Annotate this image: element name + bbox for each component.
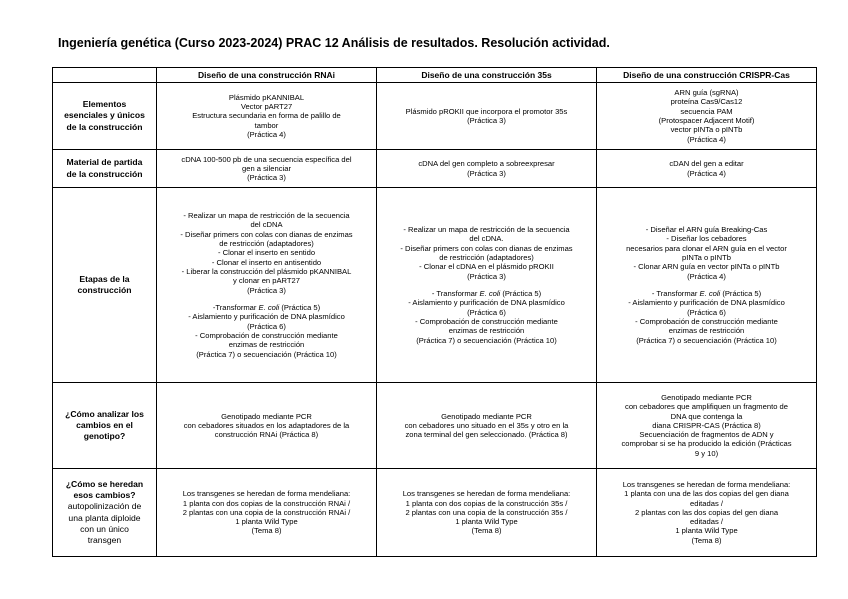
cell-line: 1 planta Wild Type [675,526,738,536]
text-run: -Transformar [212,302,259,312]
table-row [53,83,817,150]
cell-line: - Comprobación de construcción mediante [415,316,558,326]
row-label-line: Material de partida [66,157,143,168]
cell-line [160,303,373,312]
document-title: Ingeniería genética (Curso 2023-2024) PRAC 12 Análisis de resultados. Resolución actividad. [58,36,610,50]
cell-line: (Práctica 4) [247,129,286,139]
cell-line: diana CRISPR-CAS (Práctica 8) [652,420,761,430]
cell-line: 1 planta Wild Type [455,517,518,527]
cell-line: (Práctica 3) [247,173,286,183]
cell-line: Genotipado mediante PCR [661,392,752,402]
cell-35s [377,188,597,383]
header-empty [53,68,157,83]
cell-line: proteína Cas9/Cas12 [670,97,743,107]
cell-line: (Práctica 3) [467,168,506,178]
cell-line: (Práctica 6) [467,307,506,317]
cell-line: (Práctica 6) [247,321,286,331]
row-label-line: genotipo? [83,431,126,442]
cell-line: de restricción (adaptadores) [439,253,534,263]
cell-line: Los transgenes se heredan de forma mendeliana: [402,489,571,499]
header-35s: Diseño de una construcción 35s [377,68,597,83]
species-name: E. coli [699,289,721,298]
cell-line: del cDNA [250,220,283,230]
cell-line: vector pINTa o pINTb [670,125,743,135]
text-run: (Práctica 5) [720,289,762,298]
cell-rnai [157,188,377,383]
table-row [53,188,817,383]
table-row [53,469,817,557]
row-label [53,83,157,150]
header-crispr: Diseño de una construcción CRISPR-Cas [597,68,817,83]
cell-rnai [157,383,377,469]
cell-line: Estructura secundaria en forma de palillo de [192,111,341,121]
header-row [53,68,817,83]
text-run: (Práctica 5) [279,302,321,312]
spacer [380,281,593,289]
cell-line: 1 planta Wild Type [235,517,298,527]
cell-line: - Clonar el inserto en antisentido [211,257,322,267]
cell-line: 1 planta con dos copias de la construcción RNAi / [182,498,351,508]
row-label-line: con un único [80,523,129,534]
row-label-line: esos cambios? [73,490,136,501]
cell-rnai [157,83,377,150]
cell-crispr [597,188,817,383]
species-name: E. coli [479,289,501,298]
cell-line: 2 plantas con una copia de la construcción 35s / [405,507,568,517]
cell-line: - Diseñar el ARN guía Breaking-Cas [645,225,768,235]
cell-line: gen a silenciar [242,163,291,173]
cell-line: cDNA del gen completo a sobreexpresar [418,159,555,169]
cell-line: (Práctica 3) [247,285,286,295]
cell-line: - Aislamiento y purificación de DNA plasmídico [628,298,785,308]
row-label-line: transgen [87,534,122,545]
cell-line: enzimas de restricción [668,326,745,336]
cell-line: Los transgenes se heredan de forma mendeliana: [182,489,351,499]
cell-line: editadas / [690,517,723,527]
cell-line: ARN guía (sgRNA) [674,88,739,98]
cell-line: - Clonar ARN guía en vector pINTa o pINTb [633,262,780,272]
text-run: (Práctica 5) [500,289,542,298]
cell-line: comprobar si se ha producido la edición (Prácticas [621,439,792,449]
row-label [53,383,157,469]
cell-line: 1 planta con dos copias de la construcción 35s / [405,498,568,508]
row-label [53,469,157,557]
text-run: - Transformar [651,289,700,298]
table-row [53,383,817,469]
row-label-line: de la construcción [66,121,143,132]
cell-line: - Clonar el inserto en sentido [217,248,316,258]
cell-crispr [597,83,817,150]
cell-line: (Práctica 7) o secuenciación (Práctica 10) [196,349,337,359]
cell-line: Genotipado mediante PCR [221,411,312,421]
cell-crispr [597,469,817,557]
cell-line: tambor [254,120,279,130]
row-label-line: esenciales y únicos [64,110,145,121]
cell-line: con cebadores que amplifiquen un fragmento de [625,402,788,412]
cell-line: enzimas de restricción [448,326,525,336]
cell-line: 1 planta con una de las dos copias del gen diana [624,489,789,499]
cell-line: - Diseñar primers con colas con dianas de enzimas [180,229,353,239]
cell-line: con cebadores uno situado en el 35s y otro en la [404,420,569,430]
cell-line: y clonar en pART27 [233,276,300,286]
cell-line: construcción RNAi (Práctica 8) [214,430,319,440]
cell-line: enzimas de restricción [228,340,305,350]
cell-line: (Práctica 4) [687,134,726,144]
cell-line: Vector pART27 [240,102,293,111]
cell-35s [377,83,597,150]
cell-line: - Clonar el cDNA en el plásmido pROKII [419,262,554,272]
cell-35s [377,469,597,557]
row-label-line: cambios en el [76,419,133,430]
cell-line: - Comprobación de construcción mediante [195,330,338,340]
cell-line: - Aislamiento y purificación de DNA plasmídico [408,298,565,308]
cell-line: (Práctica 3) [467,116,506,125]
row-label [53,150,157,188]
cell-line: (Práctica 6) [687,307,726,317]
cell-rnai [157,469,377,557]
cell-line: (Tema 8) [251,526,282,536]
cell-line: (Práctica 4) [687,168,726,178]
cell-line: Genotipado mediante PCR [441,411,532,421]
cell-line: (Práctica 4) [687,271,726,281]
cell-crispr [597,150,817,188]
cell-line: cDNA 100-500 pb de una secuencia específica del [181,154,352,164]
cell-line: 2 plantas con las dos copias del gen diana [634,507,779,517]
row-label [53,188,157,383]
cell-line: (Tema 8) [471,526,502,536]
row-label-line: Etapas de la [79,273,130,284]
cell-crispr [597,383,817,469]
cell-line: (Tema 8) [691,535,722,545]
results-table [52,67,817,557]
cell-line: 2 plantas con una copia de la construcción RNAi / [182,507,351,517]
row-label-line: construcción [77,285,132,295]
row-label-line: una planta diploide [68,512,141,523]
cell-line: - Liberar la construcción del plásmido pKANNIBAL [181,267,352,276]
cell-line: zona terminal del gen seleccionado. (Práctica 8) [405,430,568,440]
cell-line: - Diseñar los cebadores [666,234,747,244]
cell-line [380,289,593,298]
cell-35s [377,150,597,188]
cell-line: - Comprobación de construcción mediante [635,316,778,326]
cell-35s [377,383,597,469]
cell-line: (Protospacer Adjacent Motif) [658,116,755,125]
cell-line: - Realizar un mapa de restricción de la secuencia [183,211,350,221]
cell-rnai [157,150,377,188]
cell-line: (Práctica 7) o secuenciación (Práctica 10) [636,335,777,345]
cell-line: - Diseñar primers con colas con dianas de enzimas [400,243,573,253]
cell-line: secuencia PAM [680,106,733,116]
cell-line: cDAN del gen a editar [669,159,744,169]
cell-line: pINTa o pINTb [682,253,731,263]
spacer [160,295,373,303]
text-run: - Transformar [431,289,480,298]
header-rnai: Diseño de una construcción RNAi [157,68,377,83]
cell-line: con cebadores situados en los adaptadores de la [183,420,350,430]
row-label-line: Elementos [82,99,127,110]
cell-line: del cDNA. [469,234,504,244]
spacer [600,281,813,289]
cell-line: 9 y 10) [694,448,719,458]
cell-line: - Realizar un mapa de restricción de la secuencia [403,225,570,235]
species-name: E. coli [258,302,280,312]
cell-line: Plásmido pROKII que incorpora el promotor 35s [405,106,568,116]
cell-line: editadas / [690,498,723,508]
cell-line: DNA que contenga la [670,411,743,421]
row-label-line: ¿Cómo se heredan [65,478,144,489]
row-label-line: ¿Cómo analizar los [65,408,144,419]
cell-line: (Práctica 3) [467,271,506,281]
cell-line: (Práctica 7) o secuenciación (Práctica 10) [416,335,557,345]
cell-line: Los transgenes se heredan de forma mendeliana: [622,479,791,489]
cell-line: necesarios para clonar el ARN guía en el vector [626,243,787,253]
cell-line: Secuenciación de fragmentos de ADN y [639,430,774,440]
table-row [53,150,817,188]
cell-line: de restricción (adaptadores) [219,239,314,249]
row-label-line: autopolinización de [67,501,142,512]
cell-line: - Aislamiento y purificación de DNA plasmídico [188,312,345,322]
cell-line [600,289,813,298]
cell-line: Plásmido pKANNIBAL [228,92,305,102]
row-label-line: de la construcción [66,168,143,179]
